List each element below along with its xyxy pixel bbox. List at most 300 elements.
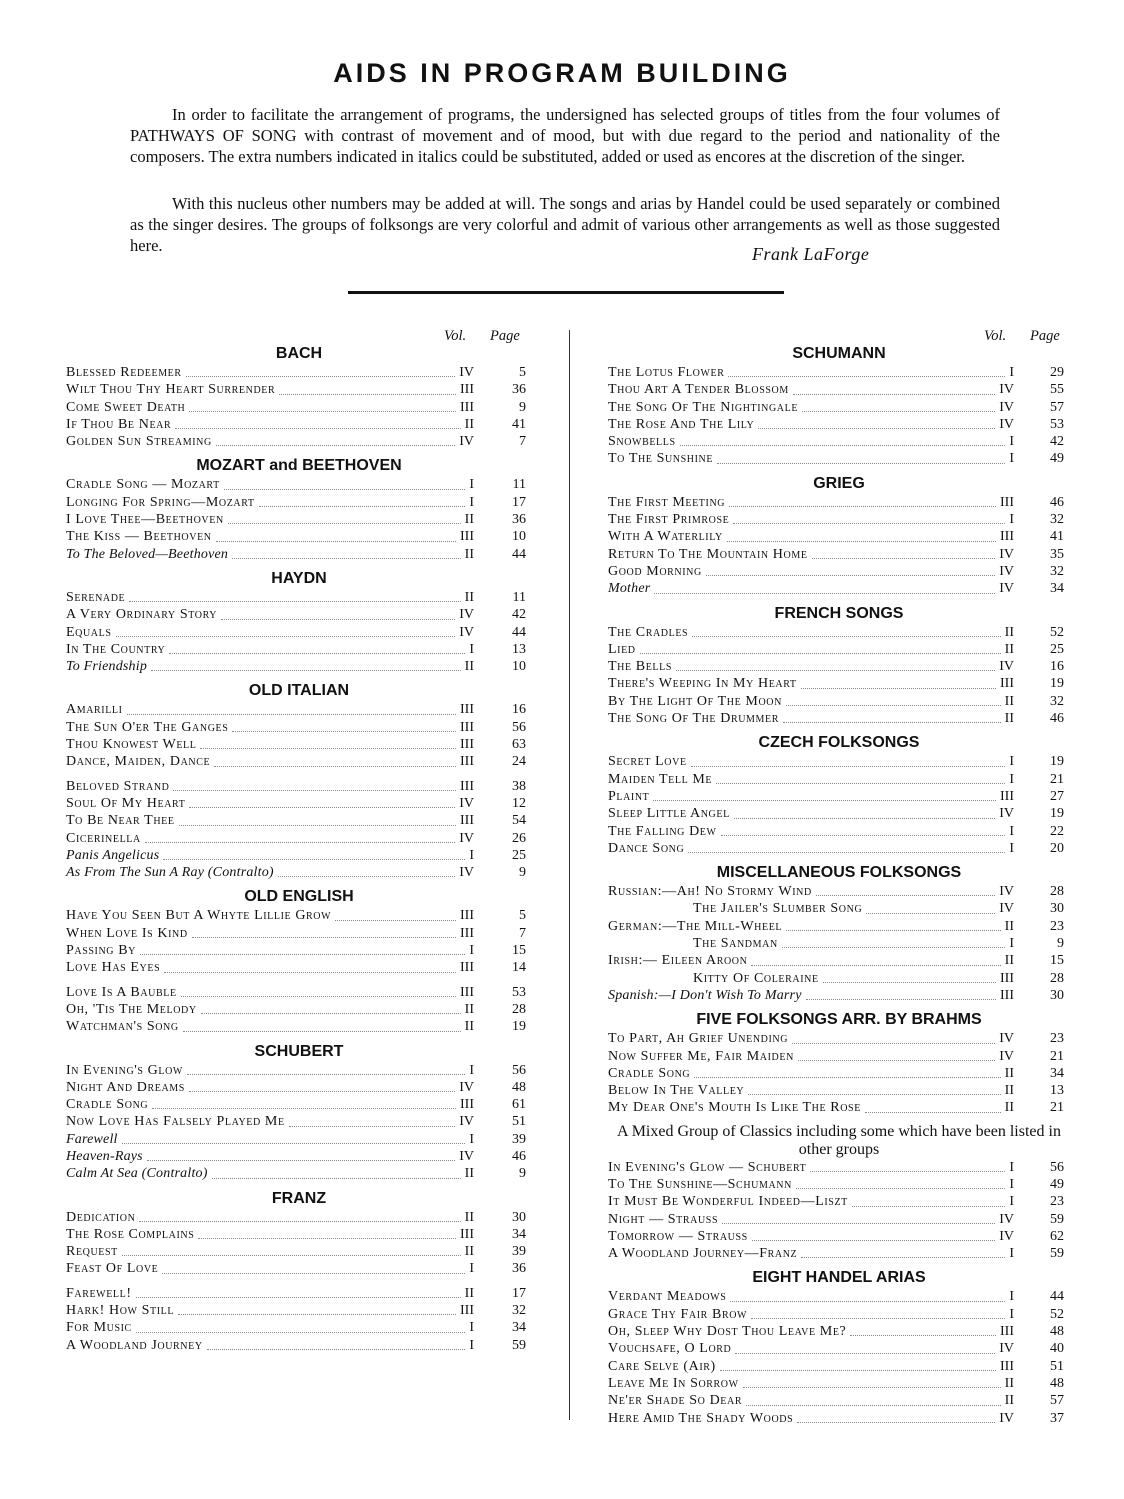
song-title: Maiden Tell Me xyxy=(608,771,713,787)
song-title: Oh, Sleep Why Dost Thou Leave Me? xyxy=(608,1324,847,1340)
song-entry xyxy=(608,1228,1070,1245)
page-number: 62 xyxy=(1050,1228,1064,1244)
volume-number: III xyxy=(460,813,474,829)
song-title: By The Light Of The Moon xyxy=(608,693,782,709)
page-number: 57 xyxy=(1050,1393,1064,1409)
song-entry xyxy=(608,693,1070,710)
dot-leader xyxy=(783,722,1001,723)
song-title: Soul Of My Heart xyxy=(66,795,186,811)
volume-number: IV xyxy=(999,806,1014,822)
dot-leader xyxy=(189,1091,455,1092)
dot-leader xyxy=(212,1178,461,1179)
song-title: Cradle Song — Mozart xyxy=(66,477,220,493)
dot-leader xyxy=(746,1405,1001,1406)
song-title: Below In The Valley xyxy=(608,1083,745,1099)
dot-leader xyxy=(186,376,455,377)
page-number: 28 xyxy=(1050,884,1064,900)
song-entry xyxy=(608,1048,1070,1065)
song-entry xyxy=(66,641,532,658)
right-column xyxy=(608,324,1070,1427)
volume-number: IV xyxy=(459,795,474,811)
song-title: To The Sunshine xyxy=(608,451,714,467)
page-number: 19 xyxy=(1050,806,1064,822)
song-title: Oh, 'Tis The Melody xyxy=(66,1001,197,1017)
volume-number: III xyxy=(460,1226,474,1242)
song-entry xyxy=(608,1099,1070,1116)
song-entry xyxy=(66,719,532,736)
song-entry xyxy=(608,658,1070,675)
song-title: Snowbells xyxy=(608,434,676,450)
song-title: Irish:— Eileen Aroon xyxy=(608,953,748,969)
volume-number: I xyxy=(1009,1306,1014,1322)
right-column-body xyxy=(608,344,1070,1427)
page-number: 34 xyxy=(512,1226,526,1242)
volume-number: II xyxy=(464,416,474,432)
song-entry xyxy=(608,494,1070,511)
song-entry xyxy=(608,823,1070,840)
dot-leader xyxy=(224,489,465,490)
page-title: AIDS IN PROGRAM BUILDING xyxy=(333,58,791,88)
volume-number: III xyxy=(460,1097,474,1113)
dot-leader xyxy=(716,783,1005,784)
volume-number: I xyxy=(469,494,474,510)
left-column-body xyxy=(66,344,532,1354)
page-number: 19 xyxy=(512,1019,526,1035)
volume-number: I xyxy=(1009,451,1014,467)
page-number: 41 xyxy=(1050,529,1064,545)
song-entry xyxy=(66,1337,532,1354)
volume-number: IV xyxy=(459,365,474,380)
volume-number: II xyxy=(1004,1065,1014,1081)
song-title: The Lotus Flower xyxy=(608,365,725,380)
song-entry xyxy=(608,511,1070,528)
song-title: The Song Of The Drummer xyxy=(608,711,779,727)
song-entry xyxy=(608,1030,1070,1047)
page-number: 63 xyxy=(512,737,526,753)
page-number: 14 xyxy=(512,960,526,976)
dot-leader xyxy=(289,1126,455,1127)
page-number: 21 xyxy=(1050,1100,1064,1116)
page-number: 25 xyxy=(1050,641,1064,657)
song-entry xyxy=(66,433,532,450)
song-entry xyxy=(608,883,1070,900)
dot-leader xyxy=(335,920,456,921)
divider-rule xyxy=(348,291,784,294)
page-number: 19 xyxy=(1050,754,1064,770)
song-entry xyxy=(608,1082,1070,1099)
page-number: 42 xyxy=(1050,434,1064,450)
volume-number: I xyxy=(1009,823,1014,839)
dot-leader xyxy=(812,558,995,559)
volume-number: II xyxy=(1004,1100,1014,1116)
song-title: The Jailer's Slumber Song xyxy=(693,901,863,917)
dot-leader xyxy=(183,1031,461,1032)
volume-number: I xyxy=(469,943,474,959)
page-number: 9 xyxy=(519,1166,526,1182)
volume-number: I xyxy=(1009,434,1014,450)
signature: Frank LaForge xyxy=(752,244,870,264)
volume-number: III xyxy=(460,529,474,545)
section-heading: CZECH FOLKSONGS xyxy=(758,734,920,752)
song-title: The Kiss — Beethoven xyxy=(66,529,212,545)
song-title: Beloved Strand xyxy=(66,778,170,794)
page-number: 21 xyxy=(1050,1048,1064,1064)
section-heading: OLD ENGLISH xyxy=(244,888,354,906)
song-title: Return To The Mountain Home xyxy=(608,546,808,562)
page-number: 36 xyxy=(512,382,526,398)
volume-number: IV xyxy=(999,382,1014,398)
volume-number: I xyxy=(1009,936,1014,952)
song-entry xyxy=(608,364,1070,381)
song-entry xyxy=(66,476,532,493)
dot-leader xyxy=(169,653,465,654)
song-entry xyxy=(608,935,1070,952)
song-entry xyxy=(608,1193,1070,1210)
page-number: 39 xyxy=(512,1244,526,1260)
song-entry xyxy=(66,830,532,847)
song-title: Lied xyxy=(608,641,636,657)
song-entry xyxy=(66,1113,532,1130)
dot-leader xyxy=(175,428,461,429)
song-title: The Cradles xyxy=(608,624,689,640)
page-number: 30 xyxy=(512,1209,526,1225)
volume-number: I xyxy=(469,1337,474,1353)
page-number: 16 xyxy=(512,702,526,718)
column-header xyxy=(66,324,532,344)
dot-leader xyxy=(181,996,456,997)
song-title: Now Suffer Me, Fair Maiden xyxy=(608,1048,794,1064)
dot-leader xyxy=(640,653,1001,654)
song-entry xyxy=(66,364,532,381)
dot-leader xyxy=(866,913,995,914)
song-title: Here Amid The Shady Woods xyxy=(608,1410,794,1426)
dot-leader xyxy=(116,636,455,637)
page-number: 5 xyxy=(519,908,526,924)
page-number: 52 xyxy=(1050,1306,1064,1322)
volume-number: II xyxy=(464,659,474,675)
dot-leader xyxy=(786,705,1001,706)
section-heading: SCHUBERT xyxy=(254,1042,344,1060)
song-title: Golden Sun Streaming xyxy=(66,434,212,450)
page-number: 23 xyxy=(1050,1194,1064,1210)
dot-leader xyxy=(730,1301,1005,1302)
volume-number: III xyxy=(1000,1324,1014,1340)
volume-number: I xyxy=(469,847,474,863)
song-title: A Woodland Journey—Franz xyxy=(608,1246,798,1262)
dot-leader xyxy=(722,1223,995,1224)
volume-number: IV xyxy=(999,1410,1014,1426)
song-title: The Sandman xyxy=(693,936,778,952)
volume-number: I xyxy=(1009,512,1014,528)
section-heading: OLD ITALIAN xyxy=(248,682,350,700)
song-entry xyxy=(608,1176,1070,1193)
song-title: Ne'er Shade So Dear xyxy=(608,1393,743,1409)
song-title: The First Meeting xyxy=(608,494,726,510)
song-entry xyxy=(66,907,532,924)
song-title: The Rose And The Lily xyxy=(608,416,755,432)
volume-number: IV xyxy=(999,563,1014,579)
song-entry xyxy=(66,1131,532,1148)
page-number: 30 xyxy=(1050,987,1064,1003)
page-number: 23 xyxy=(1050,1031,1064,1047)
volume-number: II xyxy=(1004,918,1014,934)
dot-leader xyxy=(786,930,1001,931)
volume-number: IV xyxy=(459,607,474,623)
vol-header: Vol. xyxy=(984,328,1007,344)
dot-leader xyxy=(850,1335,996,1336)
page-number: 35 xyxy=(1050,546,1064,562)
dot-leader xyxy=(179,825,456,826)
dot-leader xyxy=(796,1188,1005,1189)
song-entry xyxy=(66,606,532,623)
song-entry xyxy=(66,1018,532,1035)
song-title: Cradle Song xyxy=(66,1097,149,1113)
song-title: A Very Ordinary Story xyxy=(66,607,218,623)
song-entry xyxy=(66,1062,532,1079)
dot-leader xyxy=(152,1108,456,1109)
spacer xyxy=(66,771,532,778)
volume-number: IV xyxy=(999,659,1014,675)
song-title: Equals xyxy=(66,624,112,640)
song-title: Feast Of Love xyxy=(66,1261,159,1277)
volume-number: I xyxy=(1009,1194,1014,1210)
song-entry xyxy=(608,753,1070,770)
song-entry xyxy=(66,1285,532,1302)
volume-number: II xyxy=(464,1285,474,1301)
dot-leader xyxy=(122,1255,461,1256)
song-entry xyxy=(608,1323,1070,1340)
page-number: 52 xyxy=(1050,624,1064,640)
song-title: In Evening's Glow — Schubert xyxy=(608,1159,807,1175)
song-title: Love Is A Bauble xyxy=(66,984,177,1000)
volume-number: III xyxy=(460,1303,474,1319)
song-entry xyxy=(66,984,532,1001)
song-entry xyxy=(608,1065,1070,1082)
page-number: 12 xyxy=(512,795,526,811)
volume-number: IV xyxy=(459,830,474,846)
song-title: The Sun O'er The Ganges xyxy=(66,719,229,735)
page-number: 7 xyxy=(519,925,526,941)
page-number: 10 xyxy=(512,529,526,545)
song-title: Sleep Little Angel xyxy=(608,806,730,822)
section-heading: EIGHT HANDEL ARIAS xyxy=(752,1269,926,1287)
page-number: 59 xyxy=(1050,1211,1064,1227)
song-entry xyxy=(66,416,532,433)
song-entry xyxy=(66,925,532,942)
dot-leader xyxy=(278,876,455,877)
dot-leader xyxy=(798,1060,995,1061)
song-entry xyxy=(66,546,532,563)
volume-number: IV xyxy=(999,1341,1014,1357)
volume-number: II xyxy=(464,512,474,528)
page-number: 22 xyxy=(1050,823,1064,839)
song-title: Have You Seen But A Whyte Lillie Grow xyxy=(66,908,332,924)
dot-leader xyxy=(187,1074,465,1075)
section-heading: BACH xyxy=(275,345,323,362)
song-title: When Love Is Kind xyxy=(66,925,188,941)
page-number: 30 xyxy=(1050,901,1064,917)
song-title: The Bells xyxy=(608,659,673,675)
volume-number: IV xyxy=(999,581,1014,597)
dot-leader xyxy=(721,835,1005,836)
page-number: 9 xyxy=(519,399,526,415)
page-number: 46 xyxy=(1050,711,1064,727)
dot-leader xyxy=(178,1314,456,1315)
volume-number: IV xyxy=(999,1211,1014,1227)
song-title: Night And Dreams xyxy=(66,1079,185,1095)
song-title: It Must Be Wonderful Indeed—Liszt xyxy=(608,1194,848,1210)
section-heading: FRENCH SONGS xyxy=(774,604,904,622)
page-number: 36 xyxy=(512,512,526,528)
volume-number: III xyxy=(460,754,474,770)
section-heading: FIVE FOLKSONGS ARR. BY BRAHMS xyxy=(696,1011,982,1029)
song-title: Vouchsafe, O Lord xyxy=(608,1341,732,1357)
song-title: Hark! How Still xyxy=(66,1303,175,1319)
song-title: Tomorrow — Strauss xyxy=(608,1228,748,1244)
volume-number: III xyxy=(460,399,474,415)
volume-number: II xyxy=(1004,953,1014,969)
page-number: 46 xyxy=(1050,494,1064,510)
song-title: Calm At Sea (Contralto) xyxy=(66,1166,208,1182)
song-title: Kitty Of Coleraine xyxy=(693,970,819,986)
volume-number: III xyxy=(460,737,474,753)
dot-leader xyxy=(758,428,995,429)
song-entry xyxy=(608,641,1070,658)
page-number: 17 xyxy=(512,1285,526,1301)
dot-leader xyxy=(654,593,995,594)
song-title: Good Morning xyxy=(608,563,702,579)
page-number: 54 xyxy=(512,813,526,829)
section-heading: A Mixed Group of Classics including some which have been listed in other groups xyxy=(617,1122,1061,1158)
page-number: 26 xyxy=(512,830,526,846)
page-number: 40 xyxy=(1050,1341,1064,1357)
song-title: Longing For Spring—Mozart xyxy=(66,494,255,510)
song-title: Care Selve (Air) xyxy=(608,1358,716,1374)
song-entry xyxy=(66,381,532,398)
song-title: A Woodland Journey xyxy=(66,1337,203,1353)
song-title: Come Sweet Death xyxy=(66,399,186,415)
page-number: 29 xyxy=(1050,365,1064,380)
song-title: To Be Near Thee xyxy=(66,813,175,829)
volume-number: I xyxy=(1009,1246,1014,1262)
volume-number: IV xyxy=(999,399,1014,415)
page-number: 27 xyxy=(1050,788,1064,804)
dot-leader xyxy=(752,1240,995,1241)
volume-number: III xyxy=(1000,529,1014,545)
song-title: To Part, Ah Grief Unending xyxy=(608,1031,789,1047)
volume-number: I xyxy=(469,1261,474,1277)
page-number: 56 xyxy=(512,719,526,735)
intro-paragraph-1 xyxy=(130,104,1000,167)
volume-number: II xyxy=(464,1019,474,1035)
song-entry xyxy=(66,1260,532,1277)
dot-leader xyxy=(691,766,1005,767)
song-entry xyxy=(66,1226,532,1243)
dot-leader xyxy=(735,1353,995,1354)
volume-number: III xyxy=(1000,788,1014,804)
dot-leader xyxy=(279,394,456,395)
volume-number: III xyxy=(460,382,474,398)
page-number: 51 xyxy=(512,1114,526,1130)
song-entry xyxy=(608,805,1070,822)
song-entry xyxy=(66,1319,532,1336)
song-title: Mother xyxy=(608,581,651,597)
section-heading: HAYDN xyxy=(271,569,327,587)
song-title: Heaven-Rays xyxy=(66,1148,143,1164)
page-number: 38 xyxy=(512,778,526,794)
dot-leader xyxy=(806,999,996,1000)
song-entry xyxy=(66,1148,532,1165)
page-number: 15 xyxy=(1050,953,1064,969)
song-entry xyxy=(66,701,532,718)
song-entry xyxy=(66,1165,532,1182)
page-number: 13 xyxy=(1050,1083,1064,1099)
dot-leader xyxy=(793,394,995,395)
dot-leader xyxy=(216,445,455,446)
dot-leader xyxy=(139,1221,461,1222)
dot-leader xyxy=(151,670,461,671)
song-title: Spanish:—I Don't Wish To Marry xyxy=(608,987,802,1003)
volume-number: I xyxy=(1009,1289,1014,1305)
dot-leader xyxy=(706,575,995,576)
volume-number: III xyxy=(460,960,474,976)
volume-number: IV xyxy=(459,865,474,881)
song-title: Amarilli xyxy=(66,702,123,718)
page-number: 34 xyxy=(512,1320,526,1336)
volume-number: II xyxy=(464,1209,474,1225)
song-entry xyxy=(66,847,532,864)
page-number: 19 xyxy=(1050,676,1064,692)
song-title: The Song Of The Nightingale xyxy=(608,399,799,415)
page-number: 36 xyxy=(512,1261,526,1277)
volume-number: IV xyxy=(999,884,1014,900)
song-entry xyxy=(608,580,1070,597)
volume-number: II xyxy=(1004,624,1014,640)
volume-number: II xyxy=(464,1166,474,1182)
dot-leader xyxy=(797,1422,995,1423)
dot-leader xyxy=(865,1112,1001,1113)
song-title: For Music xyxy=(66,1320,132,1336)
volume-number: III xyxy=(460,908,474,924)
song-entry xyxy=(66,1001,532,1018)
dot-leader xyxy=(680,445,1005,446)
page-number: 5 xyxy=(519,365,526,380)
volume-number: III xyxy=(460,719,474,735)
song-title: As From The Sun A Ray (Contralto) xyxy=(66,865,274,881)
song-title: German:—The Mill-Wheel xyxy=(608,918,783,934)
song-entry xyxy=(608,1392,1070,1409)
song-entry xyxy=(66,778,532,795)
page-number: 9 xyxy=(519,865,526,881)
song-entry xyxy=(66,589,532,606)
volume-number: III xyxy=(1000,987,1014,1003)
dot-leader xyxy=(729,506,996,507)
song-title: Thou Knowest Well xyxy=(66,737,197,753)
page-number: 59 xyxy=(1050,1246,1064,1262)
song-entry xyxy=(608,675,1070,692)
song-title: Dedication xyxy=(66,1209,136,1225)
song-entry xyxy=(608,970,1070,987)
spacer xyxy=(66,1278,532,1285)
page-number: 23 xyxy=(1050,918,1064,934)
volume-number: I xyxy=(1009,754,1014,770)
intro-paragraph-2 xyxy=(130,193,1000,256)
song-entry xyxy=(66,658,532,675)
page-number: 53 xyxy=(512,984,526,1000)
dot-leader xyxy=(782,947,1005,948)
song-title: Blessed Redeemer xyxy=(66,365,182,380)
song-title: Farewell xyxy=(66,1131,118,1147)
